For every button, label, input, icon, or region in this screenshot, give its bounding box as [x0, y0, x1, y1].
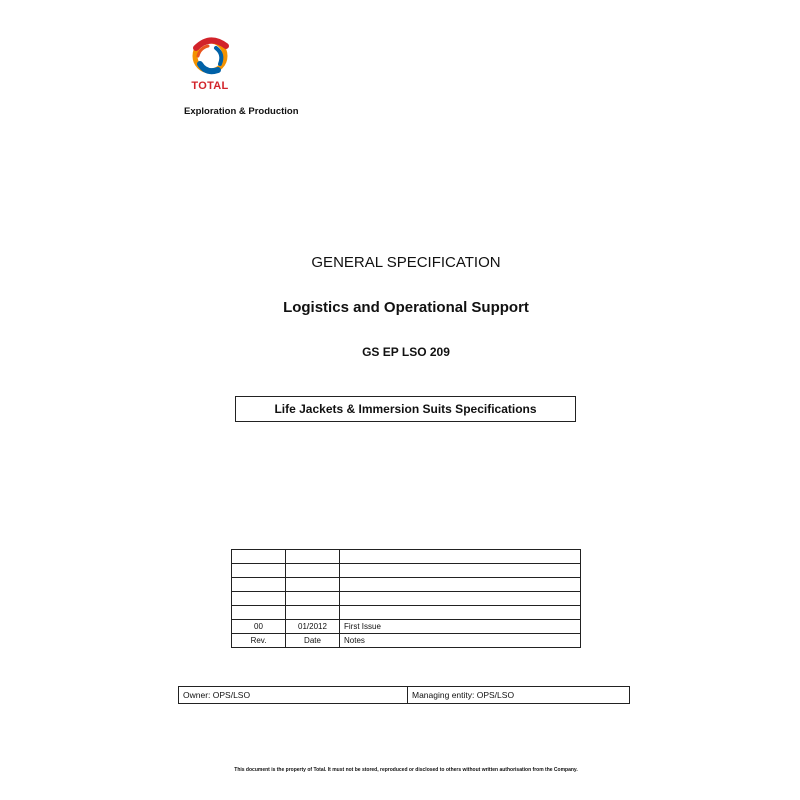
document-reference: GS EP LSO 209 — [362, 345, 450, 359]
rev-cell: 00 — [232, 620, 286, 634]
table-cell — [286, 564, 340, 578]
table-cell — [340, 564, 581, 578]
table-cell — [286, 592, 340, 606]
document-title-box — [235, 396, 576, 422]
revision-table — [231, 549, 581, 648]
table-cell — [340, 606, 581, 620]
date-cell: 01/2012 — [286, 620, 340, 634]
table-cell — [286, 550, 340, 564]
table-cell — [340, 578, 581, 592]
table-row — [179, 687, 630, 704]
logo-text: TOTAL — [191, 80, 229, 92]
notes-header: Notes — [340, 634, 581, 648]
division-label: Exploration & Production — [184, 106, 299, 117]
table-cell — [232, 592, 286, 606]
table-cell — [232, 578, 286, 592]
table-cell — [232, 564, 286, 578]
table-header-row — [232, 634, 581, 648]
table-row — [232, 578, 581, 592]
rev-header: Rev. — [232, 634, 286, 648]
date-header: Date — [286, 634, 340, 648]
table-row — [232, 592, 581, 606]
table-row — [232, 606, 581, 620]
table-cell — [340, 550, 581, 564]
managing-entity-cell: Managing entity: OPS/LSO — [408, 687, 630, 704]
notes-cell: First Issue — [340, 620, 581, 634]
table-cell — [232, 606, 286, 620]
document-domain: Logistics and Operational Support — [283, 299, 529, 316]
document-type: GENERAL SPECIFICATION — [311, 254, 501, 271]
document-title: Life Jackets & Immersion Suits Specifications — [274, 402, 537, 416]
owner-cell: Owner: OPS/LSO — [179, 687, 408, 704]
table-row — [232, 550, 581, 564]
table-cell — [286, 606, 340, 620]
table-row — [232, 564, 581, 578]
table-cell — [232, 550, 286, 564]
ownership-table — [178, 686, 630, 704]
table-cell — [340, 592, 581, 606]
table-cell — [286, 578, 340, 592]
table-row — [232, 620, 581, 634]
confidentiality-notice: This document is the property of Total. It must not be stored, reproduced or disclosed to others without written authorisation from the Company. — [234, 767, 578, 773]
